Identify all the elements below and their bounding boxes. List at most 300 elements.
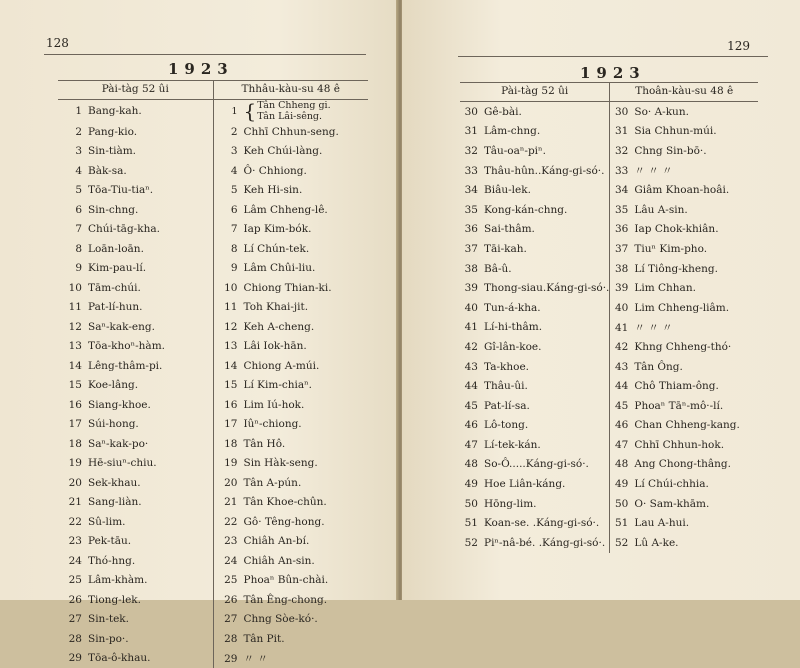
congregation-name: Tiong-lek. (88, 594, 141, 606)
preacher-cell (213, 142, 368, 162)
top-rule (458, 56, 768, 57)
entry-number: 42 (460, 341, 478, 353)
entry-number: 10 (58, 282, 82, 294)
right-page (402, 0, 800, 600)
preacher-name: Phoaⁿ Bûn-chài. (244, 574, 329, 586)
entry-number: 19 (214, 457, 238, 469)
preacher-name: Iap Chok-khiân. (634, 223, 718, 235)
header-congregations: Pài-tàg 52 ûi (460, 83, 610, 102)
congregation-cell (58, 473, 213, 493)
congregation-name: Saⁿ-kak-po· (88, 438, 148, 450)
congregation-name: Piⁿ-nâ-bé. .Káng-gi-só·. (484, 537, 605, 549)
preacher-name: Lâm Chûi-liu. (244, 262, 316, 274)
entry-number: 34 (460, 184, 478, 196)
congregation-cell (460, 102, 610, 122)
congregation-name: Sek-khau. (88, 477, 141, 489)
preacher-cell (213, 200, 368, 220)
congregation-name: Tōa-ô-khau. (88, 652, 151, 664)
header-preachers: Thhâu-kàu-su 48 ê (213, 81, 368, 100)
preacher-name: Sin Hàk-seng. (244, 457, 318, 469)
preacher-name: Lí Kim-chiaⁿ. (244, 379, 313, 391)
table-row (460, 416, 758, 436)
preacher-name: Lim Chheng-liâm. (634, 302, 729, 314)
entry-number: 50 (610, 498, 628, 510)
table-row (58, 337, 368, 357)
table-row (58, 610, 368, 630)
congregation-cell (460, 161, 610, 181)
congregation-name: Gê-bài. (484, 106, 522, 118)
preacher-name: So· A-kun. (634, 106, 689, 118)
year-heading: 1923 (580, 64, 646, 82)
congregation-name: Sin-po·. (88, 633, 129, 645)
entry-number: 24 (58, 555, 82, 567)
preacher-name: O· Sam-khām. (634, 498, 709, 510)
congregation-cell (460, 416, 610, 436)
preacher-name: Chhī Chhun-seng. (244, 126, 339, 138)
congregation-name: Pek-tāu. (88, 535, 131, 547)
congregation-name: Kong-kán-chng. (484, 204, 567, 216)
entry-number: 42 (610, 341, 628, 353)
preacher-name: Lâi Iok-hān. (244, 340, 307, 352)
preacher-cell (610, 239, 758, 259)
register-table (460, 82, 758, 553)
entry-number: 21 (214, 496, 238, 508)
table-row (460, 435, 758, 455)
preacher-name: Keh Hi-sin. (244, 184, 303, 196)
table-row (460, 533, 758, 553)
entry-number: 40 (610, 302, 628, 314)
entry-number: 18 (58, 438, 82, 450)
preacher-cell (213, 649, 368, 668)
table-row (58, 571, 368, 591)
preacher-cell (213, 298, 368, 318)
congregation-cell (460, 122, 610, 142)
preacher-cell (213, 610, 368, 630)
preacher-cell (610, 278, 758, 298)
preacher-cell (213, 100, 368, 123)
congregation-cell (58, 493, 213, 513)
congregation-name: Gî-lân-koe. (484, 341, 541, 353)
table-row (460, 239, 758, 259)
entry-number: 38 (460, 263, 478, 275)
preacher-cell (610, 180, 758, 200)
entry-number: 32 (460, 145, 478, 157)
table-row (58, 434, 368, 454)
entry-number: 5 (214, 184, 238, 196)
entry-number: 1 (214, 106, 238, 117)
congregation-cell (460, 396, 610, 416)
entry-number: 45 (460, 400, 478, 412)
entry-number: 46 (610, 419, 628, 431)
table-row (58, 100, 368, 123)
congregation-cell (460, 180, 610, 200)
congregation-name: Sin-tiàm. (88, 145, 136, 157)
congregation-name: Tōa-Tiu-tiaⁿ. (88, 184, 153, 196)
entry-number: 5 (58, 184, 82, 196)
entry-number: 11 (58, 301, 82, 313)
entry-number: 23 (214, 535, 238, 547)
table-row (58, 590, 368, 610)
preacher-cell (610, 513, 758, 533)
preacher-name: Tân Khoe-chûn. (244, 496, 327, 508)
table-row (58, 220, 368, 240)
table-row (58, 473, 368, 493)
preacher-name: Tân Pit. (244, 633, 285, 645)
entry-number: 47 (460, 439, 478, 451)
congregation-name: Hē-siuⁿ-chiu. (88, 457, 157, 469)
preacher-cell (213, 317, 368, 337)
preacher-cell (610, 376, 758, 396)
page-number: 129 (727, 39, 750, 53)
congregation-name: Lâm-khàm. (88, 574, 147, 586)
table-row (460, 396, 758, 416)
preacher-name: 〃 〃 〃 (634, 322, 672, 334)
preacher-name: Gô· Têng-hong. (244, 516, 325, 528)
preacher-name: Chan Chheng-kang. (634, 419, 739, 431)
entry-number: 51 (610, 517, 628, 529)
congregation-name: Hōng-lim. (484, 498, 537, 510)
preacher-name: Tân Hô. (244, 438, 286, 450)
congregation-cell (58, 122, 213, 142)
congregation-cell (460, 298, 610, 318)
table-row (58, 493, 368, 513)
table-row (460, 318, 758, 338)
congregation-name: Súi-hong. (88, 418, 139, 430)
preacher-name: Lâu A-sin. (634, 204, 687, 216)
congregation-name: Sang-liàn. (88, 496, 142, 508)
entry-number: 52 (610, 537, 628, 549)
preacher-cell (610, 318, 758, 338)
preacher-name: 〃 〃 〃 (634, 165, 672, 177)
entry-number: 31 (610, 125, 628, 137)
table-row (460, 278, 758, 298)
preacher-name: Chiong A-múi. (244, 360, 320, 372)
congregation-cell (460, 435, 610, 455)
congregation-cell (58, 629, 213, 649)
preacher-name: Tân A-pún. (244, 477, 302, 489)
preacher-cell (213, 356, 368, 376)
header-preachers: Thoân-kàu-su 48 ê (610, 83, 758, 102)
congregation-name: Pat-lí-sa. (484, 400, 530, 412)
preacher-cell (213, 376, 368, 396)
preacher-cell (213, 220, 368, 240)
preacher-name: Lim Chhan. (634, 282, 696, 294)
preacher-name: Lí Tiông-kheng. (634, 263, 718, 275)
entry-number: 9 (214, 262, 238, 274)
congregation-cell (58, 298, 213, 318)
preacher-pair (257, 100, 330, 122)
congregation-name: Koe-lâng. (88, 379, 138, 391)
preacher-cell (213, 395, 368, 415)
congregation-cell (58, 161, 213, 181)
table-row (58, 278, 368, 298)
entry-number: 19 (58, 457, 82, 469)
preacher-name: Tân Chheng gi. (257, 100, 330, 111)
table-row (58, 161, 368, 181)
table-row (58, 298, 368, 318)
entry-number: 22 (214, 516, 238, 528)
entry-number: 36 (460, 223, 478, 235)
preacher-cell (213, 512, 368, 532)
congregation-cell (58, 512, 213, 532)
entry-number: 18 (214, 438, 238, 450)
entry-number: 11 (214, 301, 238, 313)
congregation-name: Tōa-khoⁿ-hàm. (88, 340, 165, 352)
congregation-cell (58, 200, 213, 220)
preacher-cell (610, 298, 758, 318)
preacher-name: Iûⁿ-chiong. (244, 418, 302, 430)
table-row (58, 415, 368, 435)
entry-number: 13 (58, 340, 82, 352)
table-row (460, 122, 758, 142)
entry-number: 4 (214, 165, 238, 177)
preacher-cell (610, 396, 758, 416)
entry-number: 48 (610, 458, 628, 470)
preacher-name: Lû A-ke. (634, 537, 678, 549)
preacher-name: Lâm Chheng-lê. (244, 204, 328, 216)
entry-number: 39 (610, 282, 628, 294)
entry-number: 27 (214, 613, 238, 625)
congregation-cell (58, 181, 213, 201)
preacher-cell (213, 259, 368, 279)
congregation-name: Saⁿ-kak-eng. (88, 321, 155, 333)
congregation-cell (460, 318, 610, 338)
register-table (58, 80, 368, 668)
table-row (58, 142, 368, 162)
preacher-cell (213, 278, 368, 298)
entry-number: 15 (214, 379, 238, 391)
congregation-name: Ta-khoe. (484, 361, 529, 373)
entry-number: 32 (610, 145, 628, 157)
table-row (460, 102, 758, 122)
preacher-name: Giâm Khoan-hoâi. (634, 184, 729, 196)
entry-number: 12 (214, 321, 238, 333)
table-row (460, 220, 758, 240)
entry-number: 39 (460, 282, 478, 294)
entry-number: 16 (214, 399, 238, 411)
preacher-name: Tân Lâi-sêng. (257, 111, 330, 122)
entry-number: 29 (214, 653, 238, 665)
congregation-name: Lêng-thâm-pi. (88, 360, 162, 372)
entry-number: 37 (460, 243, 478, 255)
entry-number: 29 (58, 652, 82, 664)
table-row (58, 649, 368, 668)
congregation-name: Lí-tek-kán. (484, 439, 541, 451)
table-row (58, 512, 368, 532)
entry-number: 15 (58, 379, 82, 391)
preacher-name: Tân Ông. (634, 361, 683, 373)
entry-number: 43 (460, 361, 478, 373)
entry-number: 31 (460, 125, 478, 137)
preacher-cell (213, 415, 368, 435)
preacher-name: Ang Chong-thâng. (634, 458, 731, 470)
entry-number: 35 (610, 204, 628, 216)
entry-number: 49 (610, 478, 628, 490)
entry-number: 44 (460, 380, 478, 392)
left-page (0, 0, 398, 600)
congregation-cell (460, 278, 610, 298)
entry-number: 23 (58, 535, 82, 547)
congregation-cell (460, 337, 610, 357)
preacher-cell (610, 494, 758, 514)
table-row (58, 532, 368, 552)
preacher-cell (610, 141, 758, 161)
congregation-name: Thâu-ûi. (484, 380, 528, 392)
preacher-cell (213, 551, 368, 571)
entry-number: 35 (460, 204, 478, 216)
table-row (58, 122, 368, 142)
entry-number: 6 (58, 204, 82, 216)
preacher-cell (213, 532, 368, 552)
preacher-cell (610, 357, 758, 377)
entry-number: 49 (460, 478, 478, 490)
congregation-cell (460, 513, 610, 533)
page-number: 128 (46, 36, 69, 50)
entry-number: 51 (460, 517, 478, 529)
entry-number: 33 (460, 165, 478, 177)
table-row (58, 454, 368, 474)
entry-number: 26 (214, 594, 238, 606)
congregation-name: Bâ-û. (484, 263, 512, 275)
congregation-name: Thong-siau.Káng-gi-só·. (484, 282, 609, 294)
entry-number: 20 (214, 477, 238, 489)
congregation-cell (58, 142, 213, 162)
congregation-cell (460, 141, 610, 161)
congregation-name: Tun-á-kha. (484, 302, 541, 314)
preacher-name: Ô· Chhiong. (244, 165, 307, 177)
entry-number: 25 (58, 574, 82, 586)
congregation-name: Pat-lí-hun. (88, 301, 143, 313)
congregation-name: Sû-lim. (88, 516, 126, 528)
preacher-name: Chng Sòe-kó·. (244, 613, 318, 625)
preacher-cell (610, 435, 758, 455)
table-row (58, 395, 368, 415)
congregation-name: Kim-pau-lí. (88, 262, 146, 274)
entry-number: 28 (214, 633, 238, 645)
congregation-name: Loān-loān. (88, 243, 144, 255)
entry-number: 12 (58, 321, 82, 333)
congregation-cell (58, 590, 213, 610)
preacher-cell (213, 122, 368, 142)
congregation-name: Siang-khoe. (88, 399, 151, 411)
preacher-cell (610, 259, 758, 279)
header-congregations: Pài-tàg 52 ûi (58, 81, 213, 100)
entry-number: 3 (58, 145, 82, 157)
preacher-name: Lau A-hui. (634, 517, 689, 529)
table-row (460, 513, 758, 533)
preacher-cell (213, 590, 368, 610)
table-row (58, 356, 368, 376)
table-row (460, 200, 758, 220)
congregation-cell (58, 376, 213, 396)
preacher-name: Chiâh An-bí. (244, 535, 310, 547)
congregation-cell (460, 533, 610, 553)
congregation-cell (58, 415, 213, 435)
preacher-name: Phoaⁿ Tāⁿ-mô·-lí. (634, 400, 723, 412)
congregation-cell (58, 220, 213, 240)
table-row (460, 357, 758, 377)
preacher-name: Lim Iú-hok. (244, 399, 305, 411)
table-row (58, 551, 368, 571)
congregation-name: Koan-se. .Káng-gi-só·. (484, 517, 599, 529)
congregation-cell (58, 610, 213, 630)
entry-number: 4 (58, 165, 82, 177)
entry-number: 28 (58, 633, 82, 645)
congregation-cell (460, 455, 610, 475)
congregation-cell (58, 434, 213, 454)
preacher-cell (610, 455, 758, 475)
entry-number: 26 (58, 594, 82, 606)
table-header-row (58, 81, 368, 100)
brace-mark: { (244, 101, 257, 121)
preacher-cell (213, 493, 368, 513)
entry-number: 48 (460, 458, 478, 470)
congregation-cell (58, 356, 213, 376)
preacher-cell (610, 102, 758, 122)
entry-number: 16 (58, 399, 82, 411)
entry-number: 14 (214, 360, 238, 372)
entry-number: 2 (58, 126, 82, 138)
preacher-cell (213, 181, 368, 201)
preacher-cell (610, 533, 758, 553)
entry-number: 20 (58, 477, 82, 489)
entry-number: 2 (214, 126, 238, 138)
table-row (58, 200, 368, 220)
congregation-cell (58, 259, 213, 279)
preacher-cell (213, 337, 368, 357)
entry-number: 30 (460, 106, 478, 118)
table-row (460, 337, 758, 357)
congregation-cell (58, 649, 213, 668)
congregation-name: Sin-chng. (88, 204, 138, 216)
entry-number: 7 (214, 223, 238, 235)
preacher-cell (213, 239, 368, 259)
preacher-cell (610, 122, 758, 142)
congregation-name: Sin-tek. (88, 613, 129, 625)
congregation-name: Pang-kio. (88, 126, 137, 138)
entry-number: 52 (460, 537, 478, 549)
table-row (460, 474, 758, 494)
congregation-name: So-Ô.....Káng-gi-só·. (484, 458, 589, 470)
preacher-name: Sia Chhun-múi. (634, 125, 716, 137)
entry-number: 8 (214, 243, 238, 255)
year-heading: 1923 (168, 60, 234, 78)
congregation-cell (460, 494, 610, 514)
table-row (58, 376, 368, 396)
entry-number: 44 (610, 380, 628, 392)
entry-number: 36 (610, 223, 628, 235)
preacher-name: 〃 〃 (244, 653, 268, 665)
congregation-cell (460, 239, 610, 259)
congregation-cell (460, 376, 610, 396)
preacher-cell (213, 454, 368, 474)
table-row (460, 298, 758, 318)
entry-number: 45 (610, 400, 628, 412)
congregation-name: Tām-chúi. (88, 282, 141, 294)
preacher-cell (213, 434, 368, 454)
entry-number: 10 (214, 282, 238, 294)
entry-number: 46 (460, 419, 478, 431)
congregation-cell (58, 278, 213, 298)
preacher-name: Chhī Chhun-hok. (634, 439, 724, 451)
preacher-name: Tiuⁿ Kim-pho. (634, 243, 707, 255)
entry-number: 34 (610, 184, 628, 196)
entry-number: 7 (58, 223, 82, 235)
congregation-name: Thâu-hûn..Káng-gi-só·. (484, 165, 604, 177)
table-row (460, 141, 758, 161)
congregation-name: Lâm-chng. (484, 125, 540, 137)
entry-number: 9 (58, 262, 82, 274)
